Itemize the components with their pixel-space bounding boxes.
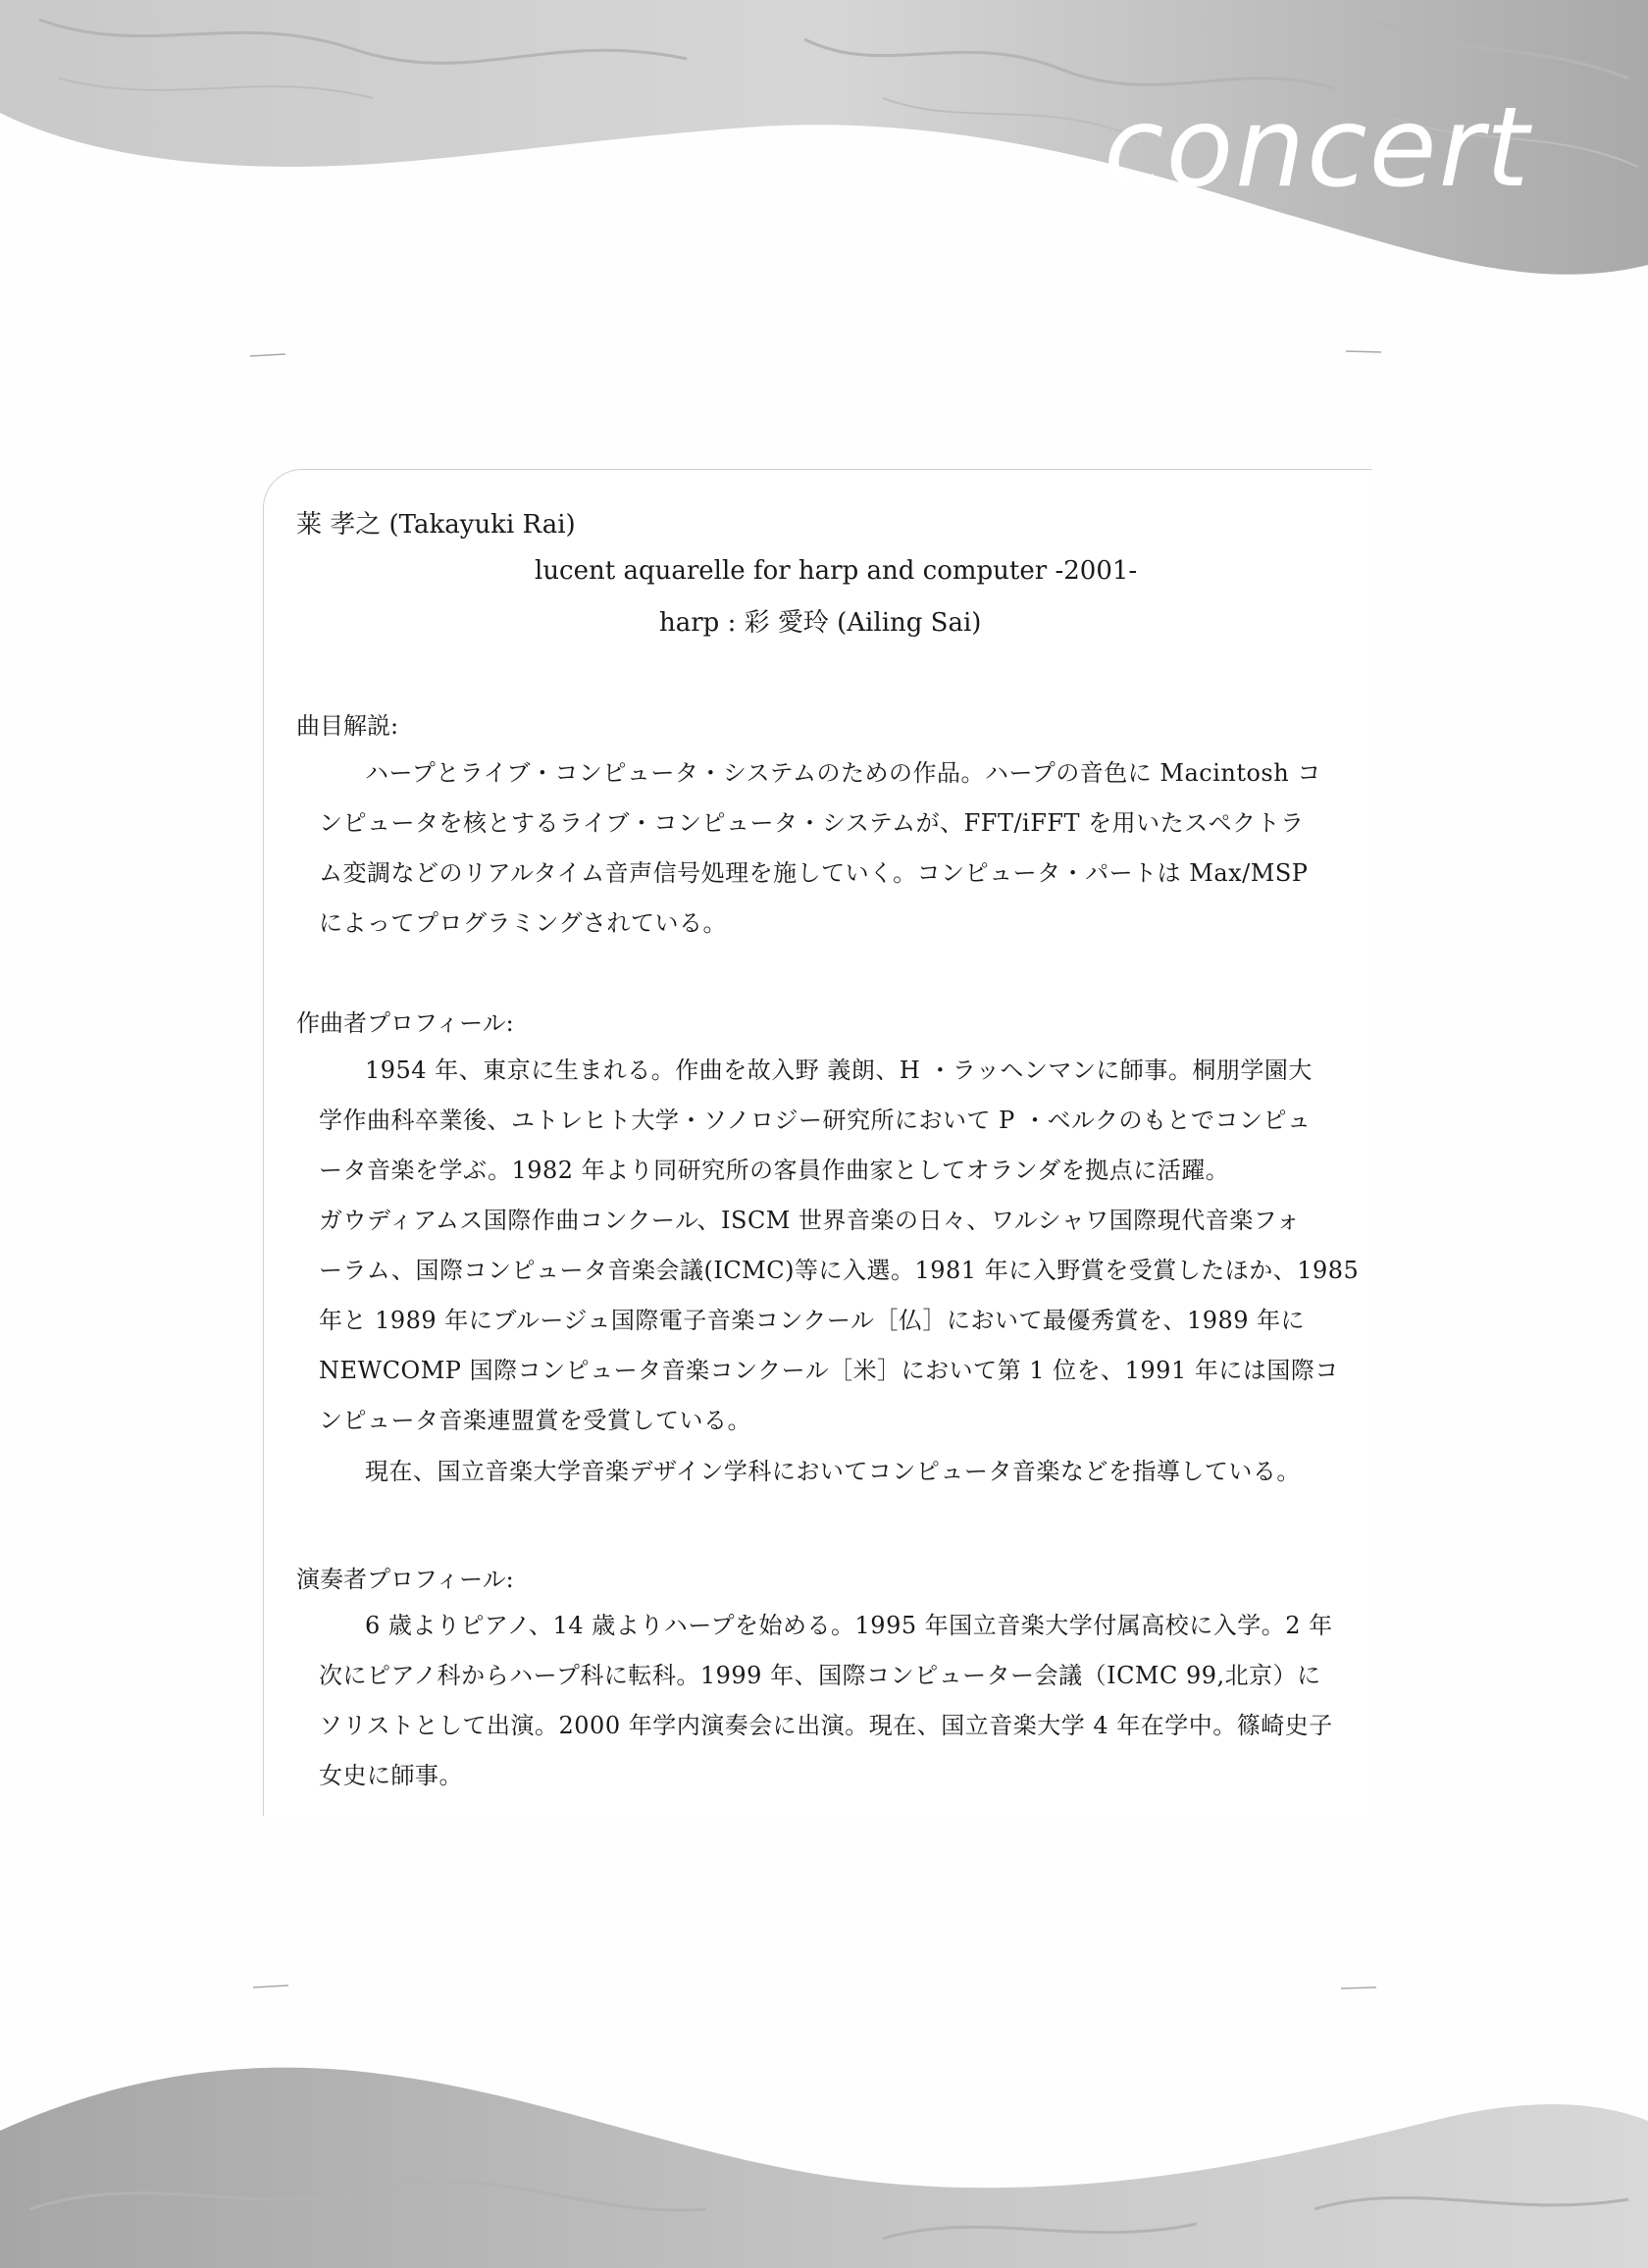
section-title: concert (1104, 84, 1531, 212)
crop-mark-top-right (1344, 345, 1383, 359)
program-notes-heading: 曲目解説: (296, 712, 399, 740)
composer-profile-line: ンピュータ音楽連盟賞を受賞している。 (319, 1407, 751, 1434)
crop-mark-top-left (250, 349, 289, 363)
crop-mark-bottom-left (253, 1980, 292, 1993)
composer-profile-line: 現在、国立音楽大学音楽デザイン学科においてコンピュータ音楽などを指導している。 (365, 1458, 1301, 1485)
composer-name: 莱 孝之 (Takayuki Rai) (296, 510, 576, 540)
composer-profile-line: NEWCOMP 国際コンピュータ音楽コンクール［米］において第 1 位を、1991 年には国際コ (319, 1357, 1339, 1384)
program-notes-line: ンピュータを核とするライブ・コンピュータ・システムが、FFT/iFFT を用いたスペクトラ (319, 809, 1305, 837)
composer-profile-line: ーラム、国際コンピュータ音楽会議(ICMC)等に入選。1981 年に入野賞を受賞したほか、1985 (319, 1257, 1360, 1284)
program-notes-line: ム変調などのリアルタイム音声信号処理を施していく。コンピュータ・パートは Max/MSP (319, 859, 1309, 887)
performer-profile-heading: 演奏者プロフィール: (296, 1566, 514, 1593)
program-notes-line: によってプログラミングされている。 (319, 909, 728, 937)
performer-credit: harp : 彩 愛玲 (Ailing Sai) (659, 608, 982, 638)
composer-profile-line: 1954 年、東京に生まれる。作曲を故入野 義朗、H ・ラッヘンマンに師事。桐朋学園大 (365, 1057, 1313, 1084)
performer-profile-line: 次にピアノ科からハープ科に転科。1999 年、国際コンピューター会議（ICMC 99,北京）に (319, 1662, 1321, 1689)
bottom-wave-banner (0, 2013, 1648, 2268)
work-title: lucent aquarelle for harp and computer -2001- (535, 556, 1138, 586)
crop-mark-bottom-right (1339, 1982, 1378, 1995)
performer-profile-line: ソリストとして出演。2000 年学内演奏会に出演。現在、国立音楽大学 4 年在学中。篠崎史子 (319, 1712, 1333, 1739)
composer-profile-line: ータ音楽を学ぶ。1982 年より同研究所の客員作曲家としてオランダを拠点に活躍。 (319, 1157, 1230, 1184)
composer-profile-line: 年と 1989 年にブルージュ国際電子音楽コンクール［仏］において最優秀賞を、1989 年に (319, 1307, 1306, 1334)
composer-profile-heading: 作曲者プロフィール: (296, 1009, 514, 1037)
composer-profile-line: 学作曲科卒業後、ユトレヒト大学・ソノロジー研究所において P ・ベルクのもとでコンピュ (319, 1107, 1312, 1134)
performer-profile-line: 女史に師事。 (319, 1762, 463, 1789)
program-notes-line: ハープとライブ・コンピュータ・システムのための作品。ハープの音色に Macintosh コ (365, 759, 1321, 787)
composer-profile-line: ガウディアムス国際作曲コンクール、ISCM 世界音楽の日々、ワルシャワ国際現代音楽フォ (319, 1207, 1301, 1234)
performer-profile-line: 6 歳よりピアノ、14 歳よりハープを始める。1995 年国立音楽大学付属高校に入学。2 年 (365, 1612, 1333, 1639)
